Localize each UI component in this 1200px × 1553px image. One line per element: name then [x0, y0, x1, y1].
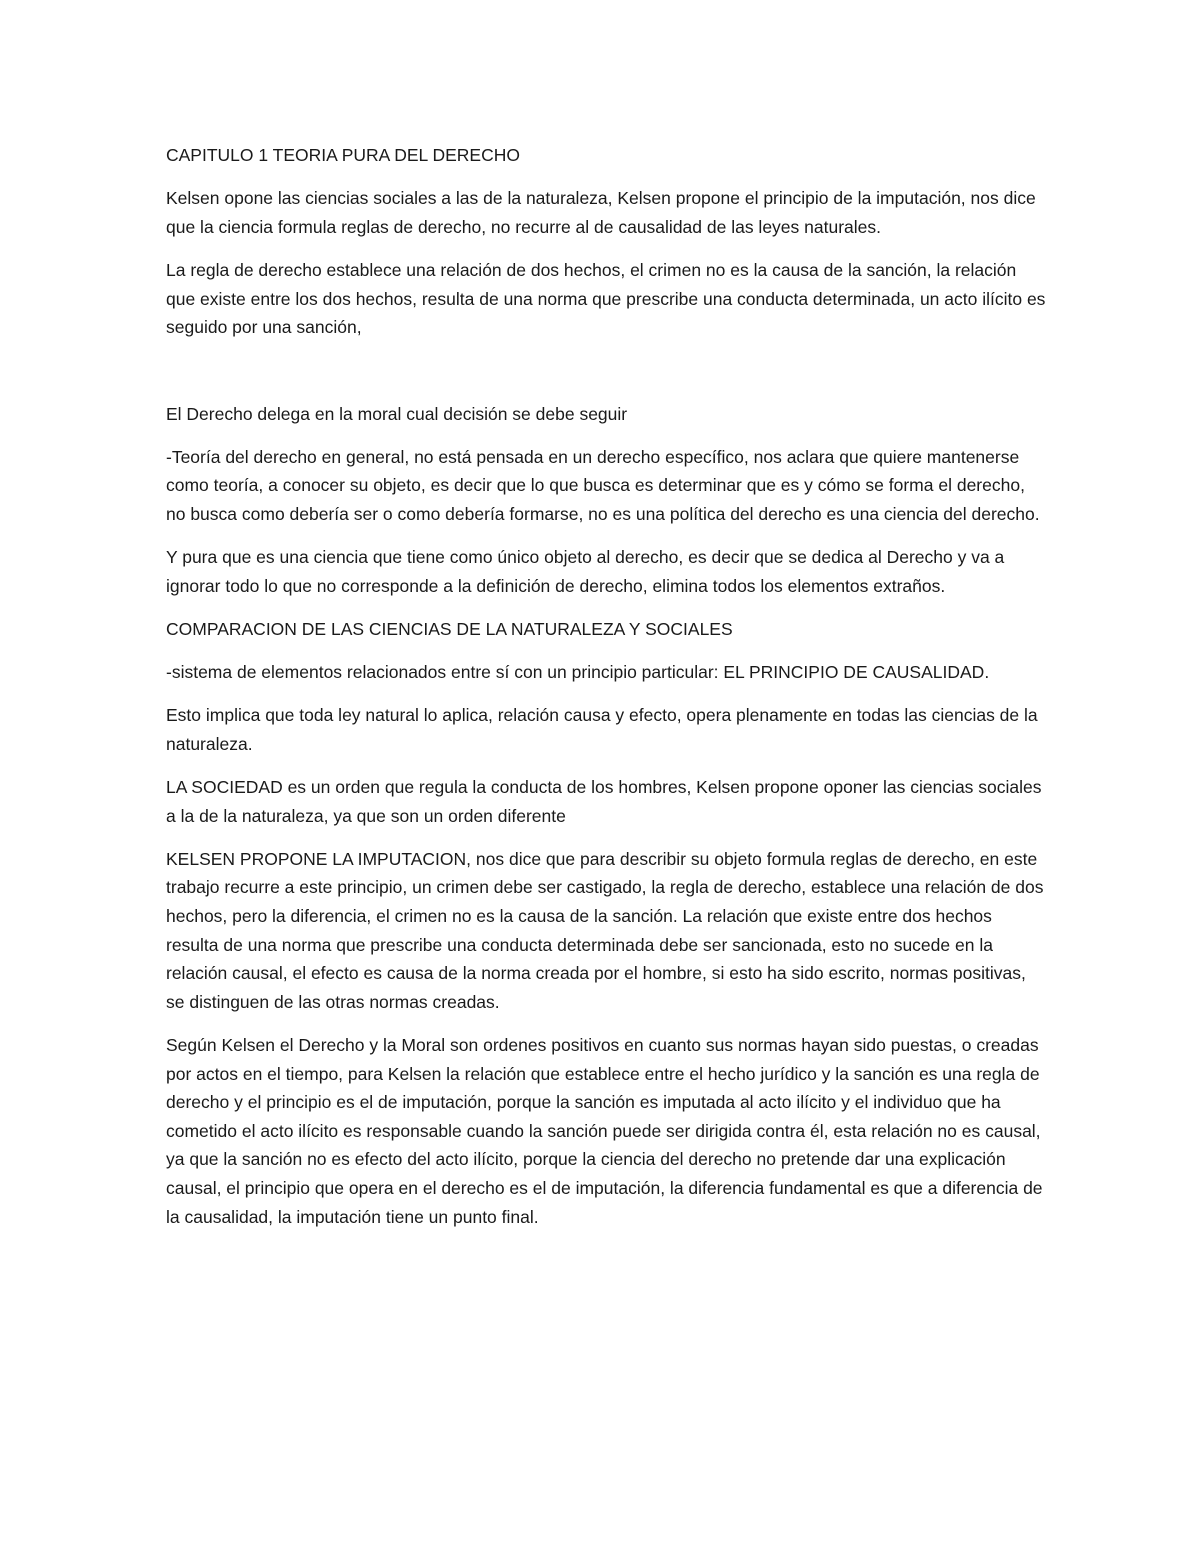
paragraph: -sistema de elementos relacionados entre sí con un principio particular: EL PRINCIPIO DE CAUSALIDAD.	[166, 662, 990, 683]
paragraph: Esto implica que toda ley natural lo aplica, relación causa y efecto, opera plenamente en todas las ciencias de la naturaleza.	[166, 705, 1038, 754]
chapter-heading: CAPITULO 1 TEORIA PURA DEL DERECHO	[166, 145, 520, 165]
paragraph: El Derecho delega en la moral cual decisión se debe seguir	[166, 403, 628, 424]
paragraph: La regla de derecho establece una relación de dos hechos, el crimen no es la causa de la sanción, la relación que existe entre los dos hechos, resulta de una norma que prescribe una conducta determinada, un acto ilícito es seguido por una sanción,	[166, 259, 1046, 338]
document-body	[166, 141, 1046, 1246]
paragraph: Y pura que es una ciencia que tiene como único objeto al derecho, es decir que se dedica al Derecho y va a ignorar todo lo que no corresponde a la definición de derecho, elimina todos los elementos extraños.	[166, 547, 1005, 596]
paragraph: KELSEN PROPONE LA IMPUTACION, nos dice que para describir su objeto formula reglas de derecho, en este trabajo recurre a este principio, un crimen debe ser castigado, la regla de derecho, establece una relación de dos hechos, pero la diferencia, el crimen no es la causa de la sanción. La relación que existe entre dos hechos resulta de una norma que prescribe una conducta determinada debe ser sancionada, esto no sucede en la relación causal, el efecto es causa de la norma creada por el hombre, si esto ha sido escrito, normas positivas, se distinguen de las otras normas creadas.	[166, 848, 1044, 1012]
section-heading: COMPARACION DE LAS CIENCIAS DE LA NATURALEZA Y SOCIALES	[166, 618, 733, 639]
paragraph: Según Kelsen el Derecho y la Moral son ordenes positivos en cuanto sus normas hayan sido puestas, o creadas por actos en el tiempo, para Kelsen la relación que establece entre el hecho jurídico y la sanción es una regla de derecho y el principio es el de imputación, porque la sanción es imputada al acto ilícito y el individuo que ha cometido el acto ilícito es responsable cuando la sanción puede ser dirigida contra él, esta relación no es causal, ya que la sanción no es efecto del acto ilícito, porque la ciencia del derecho no pretende dar una explicación causal, el principio que opera en el derecho es el de imputación, la diferencia fundamental es que a diferencia de la causalidad, la imputación tiene un punto final.	[166, 1034, 1043, 1227]
paragraph: -Teoría del derecho en general, no está pensada en un derecho específico, nos aclara que quiere mantenerse como teoría, a conocer su objeto, es decir que lo que busca es determinar que es y cómo se forma el derecho, no busca como debería ser o como debería formarse, no es una política del derecho es una ciencia del derecho.	[166, 446, 1040, 524]
paragraph: Kelsen opone las ciencias sociales a las de la naturaleza, Kelsen propone el principio de la imputación, nos dice que la ciencia formula reglas de derecho, no recurre al de causalidad de las leyes naturales.	[166, 188, 1036, 237]
empty-paragraph	[166, 356, 1046, 385]
paragraph: LA SOCIEDAD es un orden que regula la conducta de los hombres, Kelsen propone oponer las ciencias sociales a la de la naturaleza, ya que son un orden diferente	[166, 777, 1042, 826]
